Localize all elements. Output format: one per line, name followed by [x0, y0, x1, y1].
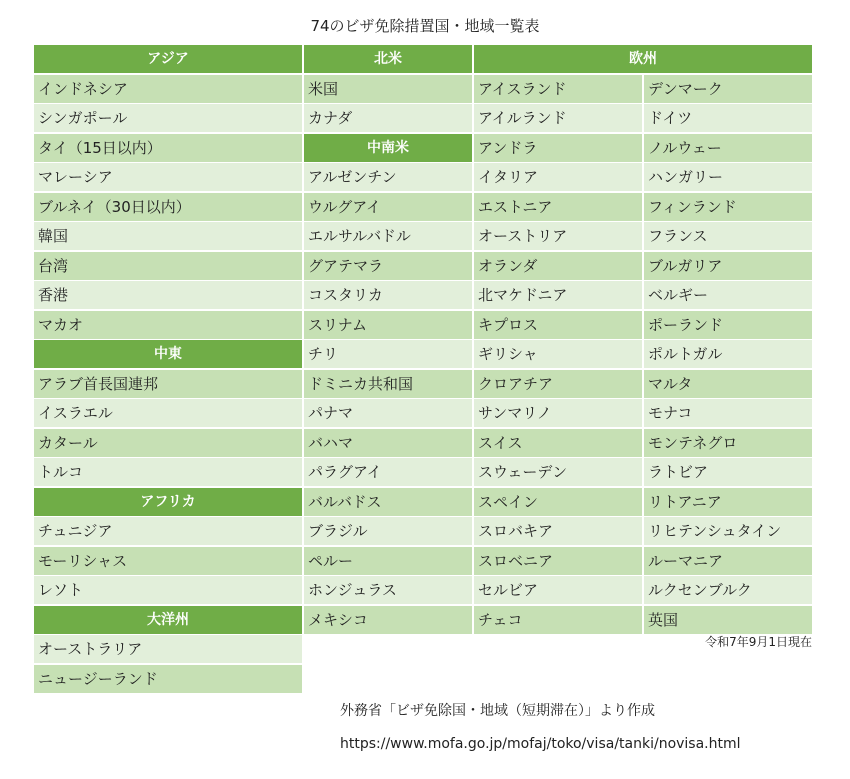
table-title: 74のビザ免除措置国・地域一覧表	[310, 17, 540, 35]
country-cell: 韓国	[34, 222, 302, 250]
country-cell: ペルー	[304, 547, 472, 575]
country-cell: カナダ	[304, 104, 472, 132]
country-cell: ベルギー	[644, 281, 812, 309]
country-cell: スリナム	[304, 311, 472, 339]
country-cell: チェコ	[474, 606, 642, 634]
country-cell: トルコ	[34, 458, 302, 486]
country-cell: エストニア	[474, 193, 642, 221]
region-header: 中南米	[304, 134, 472, 162]
country-cell: カタール	[34, 429, 302, 457]
country-cell: ウルグアイ	[304, 193, 472, 221]
region-header: アフリカ	[34, 488, 302, 516]
country-cell: リヒテンシュタイン	[644, 517, 812, 545]
column-europe-2	[644, 45, 812, 635]
country-cell: チュニジア	[34, 517, 302, 545]
country-cell: スペイン	[474, 488, 642, 516]
country-cell: ハンガリー	[644, 163, 812, 191]
country-cell: ホンジュラス	[304, 576, 472, 604]
as-of-date: 令和7年9月1日現在	[705, 635, 812, 649]
country-cell: スロバキア	[474, 517, 642, 545]
country-cell: コスタリカ	[304, 281, 472, 309]
country-cell: アンドラ	[474, 134, 642, 162]
country-cell: モーリシャス	[34, 547, 302, 575]
country-cell: ルクセンブルク	[644, 576, 812, 604]
country-cell: アイスランド	[474, 75, 642, 103]
country-cell: セルビア	[474, 576, 642, 604]
country-cell: イタリア	[474, 163, 642, 191]
country-cell: アルゼンチン	[304, 163, 472, 191]
country-cell: オーストリア	[474, 222, 642, 250]
country-cell: 台湾	[34, 252, 302, 280]
country-cell: ポルトガル	[644, 340, 812, 368]
country-cell: ブルネイ（30日以内）	[34, 193, 302, 221]
country-cell: パナマ	[304, 399, 472, 427]
country-cell: 米国	[304, 75, 472, 103]
source-note: 外務省「ビザ免除国・地域（短期滞在）」より作成	[340, 703, 655, 719]
country-cell: ブラジル	[304, 517, 472, 545]
country-cell: グアテマラ	[304, 252, 472, 280]
column-asia-middle-east-africa-oceania	[34, 45, 302, 694]
country-cell: メキシコ	[304, 606, 472, 634]
country-cell: ラトビア	[644, 458, 812, 486]
country-cell: モナコ	[644, 399, 812, 427]
region-header: 北米	[304, 45, 472, 73]
country-cell: バハマ	[304, 429, 472, 457]
country-cell: デンマーク	[644, 75, 812, 103]
country-cell: オランダ	[474, 252, 642, 280]
country-cell: ポーランド	[644, 311, 812, 339]
country-cell: ニュージーランド	[34, 665, 302, 693]
country-cell: オーストラリア	[34, 635, 302, 663]
region-header: 大洋州	[34, 606, 302, 634]
country-cell: ドミニカ共和国	[304, 370, 472, 398]
country-cell: スロベニア	[474, 547, 642, 575]
column-europe-1	[474, 45, 642, 635]
country-cell: アラブ首長国連邦	[34, 370, 302, 398]
country-cell: シンガポール	[34, 104, 302, 132]
region-header: アジア	[34, 45, 302, 73]
country-cell: キプロス	[474, 311, 642, 339]
column-americas	[304, 45, 472, 635]
country-cell: ノルウェー	[644, 134, 812, 162]
country-cell: 英国	[644, 606, 812, 634]
region-header-europe: 欧州	[474, 45, 812, 73]
country-cell: スイス	[474, 429, 642, 457]
country-cell: サンマリノ	[474, 399, 642, 427]
country-cell: 香港	[34, 281, 302, 309]
country-cell: バルバドス	[304, 488, 472, 516]
country-cell: ルーマニア	[644, 547, 812, 575]
country-cell: スウェーデン	[474, 458, 642, 486]
source-url: https://www.mofa.go.jp/mofaj/toko/visa/tanki/novisa.html	[340, 736, 741, 752]
country-cell: マレーシア	[34, 163, 302, 191]
country-cell: フランス	[644, 222, 812, 250]
country-cell: パラグアイ	[304, 458, 472, 486]
country-cell: インドネシア	[34, 75, 302, 103]
region-header: 中東	[34, 340, 302, 368]
country-cell: リトアニア	[644, 488, 812, 516]
country-cell: クロアチア	[474, 370, 642, 398]
country-cell: アイルランド	[474, 104, 642, 132]
country-cell: マルタ	[644, 370, 812, 398]
country-cell: ドイツ	[644, 104, 812, 132]
country-cell: 北マケドニア	[474, 281, 642, 309]
country-cell: イスラエル	[34, 399, 302, 427]
country-cell: ブルガリア	[644, 252, 812, 280]
country-cell: エルサルバドル	[304, 222, 472, 250]
country-cell: フィンランド	[644, 193, 812, 221]
country-cell: レソト	[34, 576, 302, 604]
country-cell: チリ	[304, 340, 472, 368]
country-cell: タイ（15日以内）	[34, 134, 302, 162]
country-cell: モンテネグロ	[644, 429, 812, 457]
country-cell: ギリシャ	[474, 340, 642, 368]
country-cell: マカオ	[34, 311, 302, 339]
